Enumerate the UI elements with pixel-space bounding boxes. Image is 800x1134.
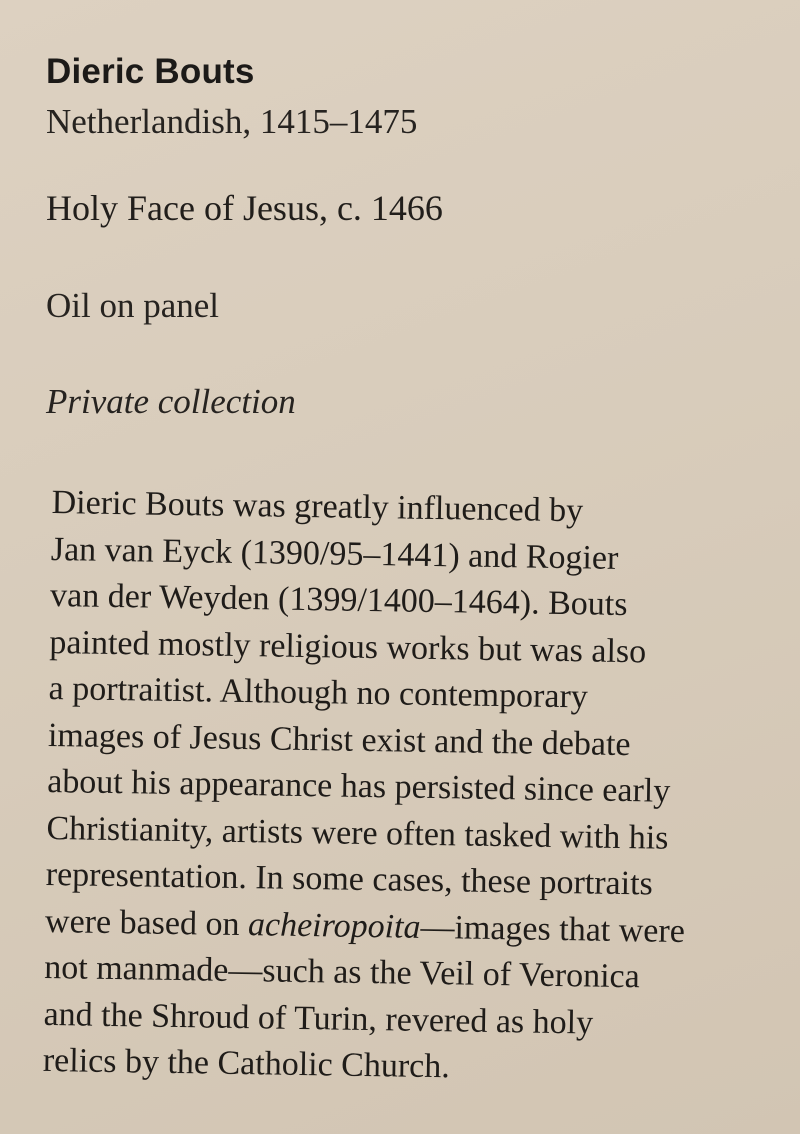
description-line: Jan van Eyck (1390/95–1441) and Rogier xyxy=(50,530,619,577)
artwork-title-line xyxy=(46,186,766,230)
description-line: relics by the Catholic Church. xyxy=(42,1041,451,1086)
artwork-credit: Private collection xyxy=(46,382,296,421)
description-line: and the Shroud of Turin, revered as holy xyxy=(43,995,594,1042)
description-line: Dieric Bouts was greatly influenced by xyxy=(51,483,584,530)
artist-nationality-dates: Netherlandish, 1415–1475 xyxy=(46,102,418,141)
title-separator: , xyxy=(318,188,337,228)
description-paragraph xyxy=(43,480,766,1096)
artwork-title: Holy Face of Jesus xyxy=(46,188,319,228)
description-line: a portraitist. Although no contemporary xyxy=(48,669,589,716)
description-line: Christianity, artists were often tasked with his xyxy=(46,809,669,857)
description-line: van der Weyden (1399/1400–1464). Bouts xyxy=(49,576,628,624)
description-line: about his appearance has persisted since early xyxy=(46,762,671,810)
description-line: painted mostly religious works but was also xyxy=(49,623,647,670)
artwork-date: c. 1466 xyxy=(336,188,443,228)
description-line: images of Jesus Christ exist and the debate xyxy=(47,716,631,763)
artwork-medium: Oil on panel xyxy=(46,286,220,325)
description-line: not manmade—such as the Veil of Veronica xyxy=(44,948,641,996)
description-text: were based on xyxy=(44,902,249,943)
description-text: —images that were xyxy=(420,908,686,950)
description-line: representation. In some cases, these portraits xyxy=(45,855,654,903)
acheiropoita-term: acheiropoita xyxy=(247,905,421,946)
museum-label xyxy=(42,50,766,1086)
artist-name: Dieric Bouts xyxy=(46,52,255,91)
